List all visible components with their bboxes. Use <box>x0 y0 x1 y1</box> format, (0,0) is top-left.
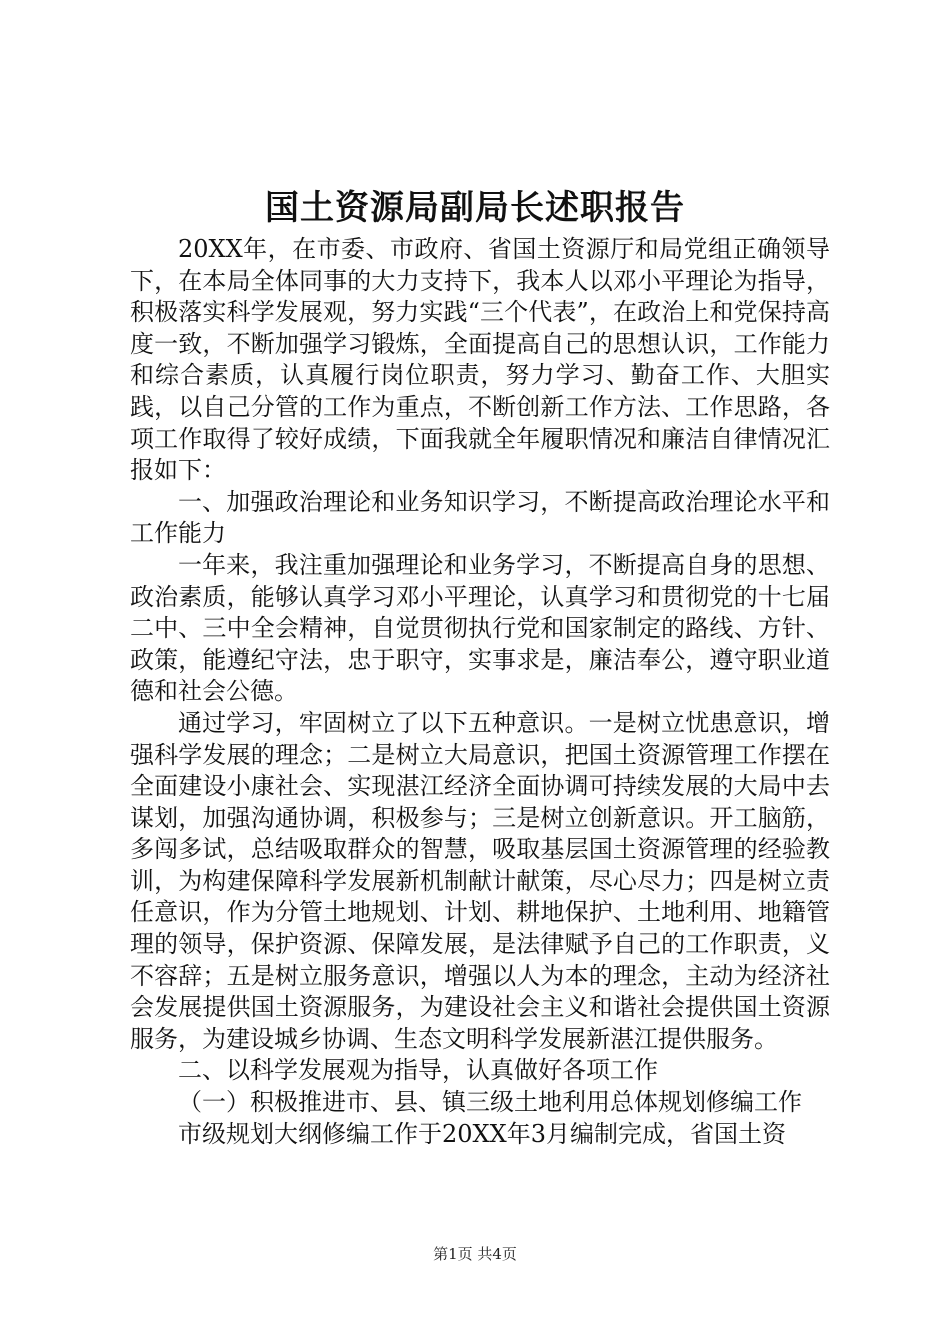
document-body <box>130 234 830 1150</box>
heading-section-1: 一、加强政治理论和业务知识学习，不断提高政治理论水平和工作能力 <box>130 487 830 548</box>
paragraph-intro: 20XX年，在市委、市政府、省国土资源厅和局党组正确领导下，在本局全体同事的大力支持下，我本人以邓小平理论为指导，积极落实科学发展观，努力实践“三个代表”，在政治上和党保持高度一致，不断加强学习锻炼，全面提高自己的思想认识，工作能力和综合素质，认真履行岗位职责，努力学习、勤奋工作、大胆实践，以自己分管的工作为重点，不断创新工作方法、工作思路，各项工作取得了较好成绩，下面我就全年履职情况和廉洁自律情况汇报如下： <box>130 235 830 485</box>
paragraph-five-awareness: 通过学习，牢固树立了以下五种意识。一是树立忧患意识，增强科学发展的理念；二是树立大局意识，把国土资源管理工作摆在全面建设小康社会、实现湛江经济全面协调可持续发展的大局中去谋划，加强沟通协调，积极参与；三是树立创新意识。开工脑筋，多闯多试，总结吸取群众的智慧，吸取基层国土资源管理的经验教训，为构建保障科学发展新机制献计献策，尽心尽力；四是树立责任意识，作为分管土地规划、计划、耕地保护、土地利用、地籍管理的领导，保护资源、保障发展，是法律赋予自己的工作职责，义不容辞；五是树立服务意识，增强以人为本的理念，主动为经济社会发展提供国土资源服务，为建设社会主义和谐社会提供国土资源服务，为建设城乡协调、生态文明科学发展新湛江提供服务。 <box>130 708 830 1053</box>
heading-subsection-1: （一）积极推进市、县、镇三级土地利用总体规划修编工作 <box>178 1088 802 1117</box>
paragraph-study: 一年来，我注重加强理论和业务学习，不断提高自身的思想、政治素质，能够认真学习邓小平理论，认真学习和贯彻党的十七届二中、三中全会精神，自觉贯彻执行党和国家制定的路线、方针、政策，能遵纪守法，忠于职守，实事求是，廉洁奉公，遵守职业道德和社会公德。 <box>130 550 830 706</box>
page-number: 第1页 共4页 <box>433 1245 517 1263</box>
heading-section-2: 二、以科学发展观为指导，认真做好各项工作 <box>178 1056 658 1085</box>
paragraph-planning: 市级规划大纲修编工作于20XX年3月编制完成，省国土资 <box>178 1119 786 1148</box>
document-title: 国土资源局副局长述职报告 <box>265 188 685 228</box>
